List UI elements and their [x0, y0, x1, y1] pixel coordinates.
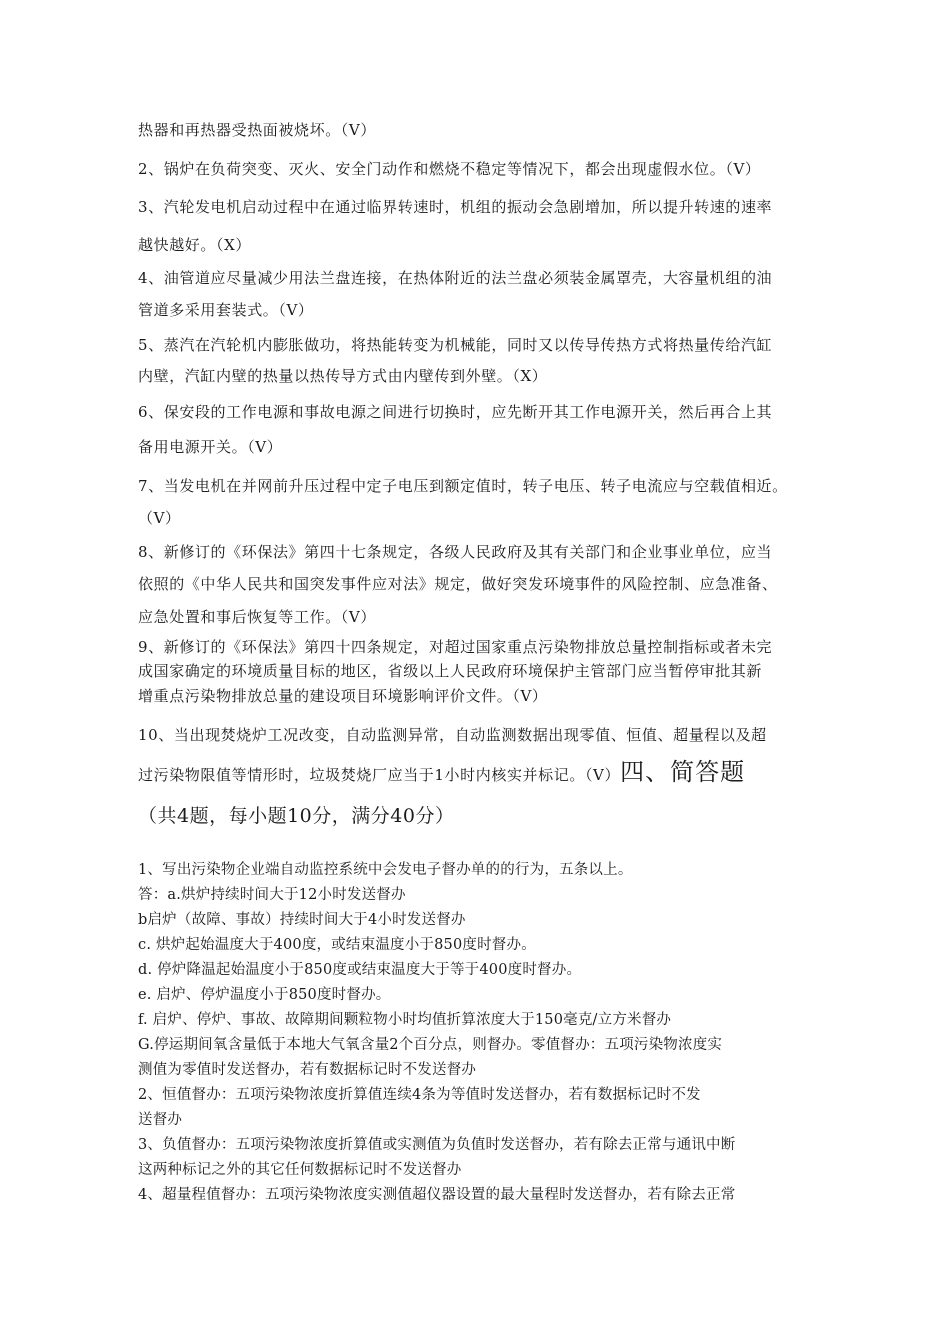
judgement-line: 依照的《中华人民共和国突发事件应对法》规定，做好突发环境事件的风险控制、应急准备、	[138, 575, 778, 593]
answer-line: 答：a.烘炉持续时间大于12小时发送督办	[138, 887, 406, 903]
answer-line: 这两种标记之外的其它任何数据标记时不发送督办	[138, 1162, 462, 1178]
judgement-line: 2、锅炉在负荷突变、灭火、安全门动作和燃烧不稳定等情况下，都会出现虚假水位。（V）	[138, 160, 761, 178]
judgement-line: 成国家确定的环境质量目标的地区，省级以上人民政府环境保护主管部门应当暂停审批其新	[138, 662, 763, 680]
answer-line: e. 启炉、停炉温度小于850度时督办。	[138, 987, 391, 1003]
answer-line: 2、恒值督办：五项污染物浓度折算值连续4条为等值时发送督办，若有数据标记时不发	[138, 1087, 701, 1103]
judgement-line: 内壁，汽缸内壁的热量以热传导方式由内壁传到外壁。（X）	[138, 367, 548, 385]
answer-line: 送督办	[138, 1112, 183, 1128]
judgement-line: 热器和再热器受热面被烧坏。（V）	[138, 121, 376, 139]
judgement-line: 增重点污染物排放总量的建设项目环境影响评价文件。（V）	[138, 687, 548, 705]
answer-line: b启炉（故障、事故）持续时间大于4小时发送督办	[138, 912, 466, 928]
judgement-line: 越快越好。（X）	[138, 236, 251, 254]
answer-line: d. 停炉降温起始温度小于850度或结束温度大于等于400度时督办。	[138, 962, 582, 978]
judgement-line: 过污染物限值等情形时，垃圾焚烧厂应当于1小时内核实并标记。（V）	[138, 766, 621, 784]
judgement-line: 备用电源开关。（V）	[138, 438, 283, 456]
section-title: 四、简答题	[620, 758, 746, 786]
judgement-line: 6、保安段的工作电源和事故电源之间进行切换时，应先断开其工作电源开关，然后再合上其	[138, 403, 773, 421]
judgement-line: 8、新修订的《环保法》第四十七条规定，各级人民政府及其有关部门和企业事业单位，应当	[138, 543, 773, 561]
section-subtitle: （共4题，每小题10分，满分40分）	[138, 805, 455, 827]
answer-line: f. 启炉、停炉、事故、故障期间颗粒物小时均值折算浓度大于150毫克/立方米督办	[138, 1012, 672, 1028]
judgement-line: 管道多采用套装式。（V）	[138, 301, 314, 319]
answer-line: c. 烘炉起始温度大于400度，或结束温度小于850度时督办。	[138, 937, 536, 953]
answer-line: G.停运期间氧含量低于本地大气氧含量2个百分点，则督办。零值督办：五项污染物浓度实	[138, 1037, 723, 1053]
answer-line: 4、超量程值督办：五项污染物浓度实测值超仪器设置的最大量程时发送督办，若有除去正常	[138, 1187, 736, 1203]
judgement-line: 3、汽轮发电机启动过程中在通过临界转速时，机组的振动会急剧增加，所以提升转速的速率	[138, 198, 773, 216]
judgement-line: （V）	[138, 509, 181, 527]
judgement-line: 7、当发电机在并网前升压过程中定子电压到额定值时，转子电压、转子电流应与空载值相近。	[138, 477, 788, 495]
answer-line: 1、写出污染物企业端自动监控系统中会发电子督办单的的行为，五条以上。	[138, 862, 633, 878]
judgement-line: 5、蒸汽在汽轮机内膨胀做功，将热能转变为机械能，同时又以传导传热方式将热量传给汽缸	[138, 336, 773, 354]
judgement-last-row	[138, 758, 746, 786]
answer-line: 3、负值督办：五项污染物浓度折算值或实测值为负值时发送督办，若有除去正常与通讯中断	[138, 1137, 736, 1153]
judgement-line: 9、新修订的《环保法》第四十四条规定，对超过国家重点污染物排放总量控制指标或者未完	[138, 638, 773, 656]
judgement-line: 4、油管道应尽量减少用法兰盘连接，在热体附近的法兰盘必须装金属罩壳，大容量机组的油	[138, 269, 773, 287]
judgement-line: 应急处置和事后恢复等工作。（V）	[138, 608, 376, 626]
judgement-line: 10、当出现焚烧炉工况改变，自动监测异常，自动监测数据出现零值、恒值、超量程以及超	[138, 726, 767, 744]
answer-line: 测值为零值时发送督办，若有数据标记时不发送督办	[138, 1062, 477, 1078]
